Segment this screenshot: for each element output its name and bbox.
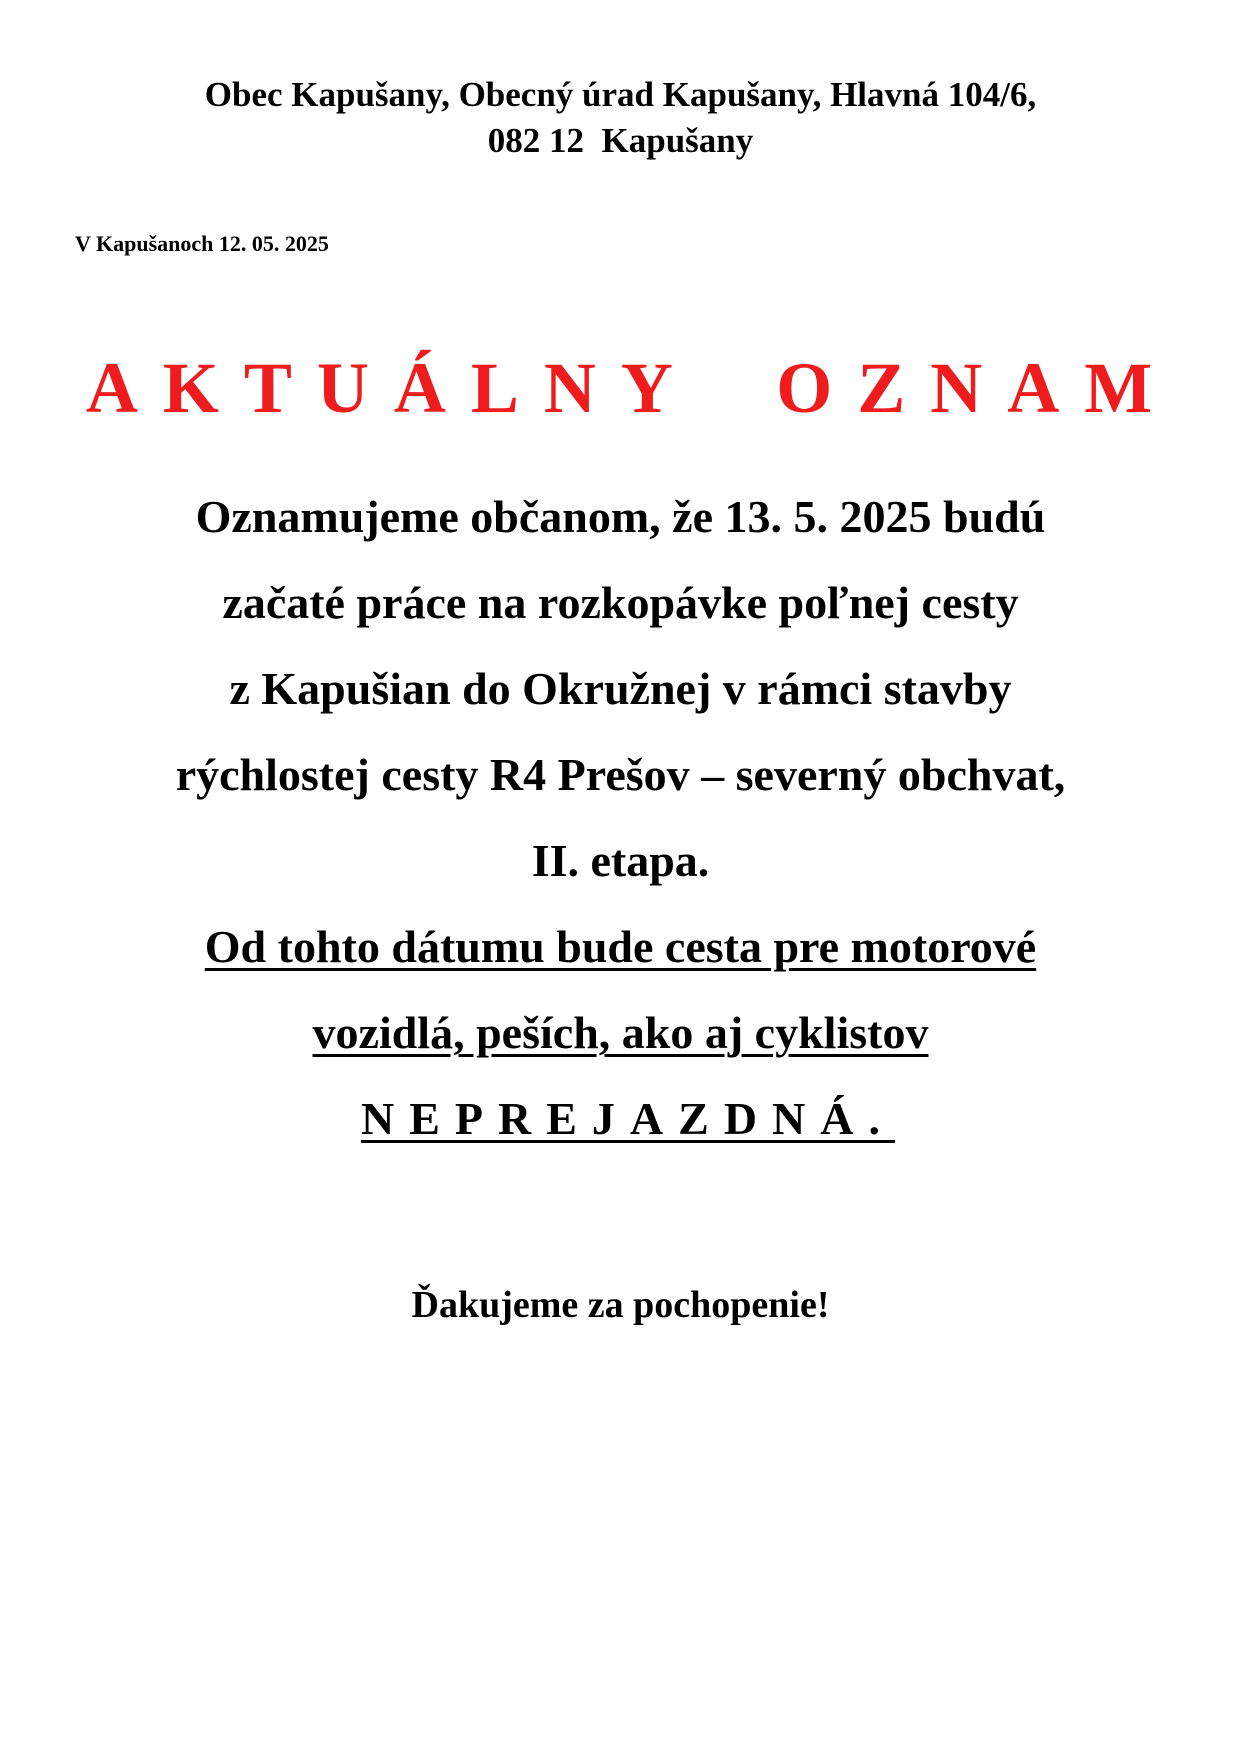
document-date: V Kapušanoch 12. 05. 2025 (75, 231, 329, 256)
notice-line-2: začaté práce na rozkopávke poľnej cesty (222, 577, 1019, 628)
notice-line-5: II. etapa. (531, 835, 710, 886)
notice-title: AKTUÁLNY OZNAM (85, 348, 1178, 428)
municipality-header (0, 72, 1241, 164)
header-address-line-1: Obec Kapušany, Obecný úrad Kapušany, Hlavná 104/6, (204, 75, 1037, 114)
notice-line-4: rýchlostej cesty R4 Prešov – severný obchvat, (175, 749, 1066, 800)
emphasis-line-1: Od tohto dátumu bude cesta pre motorové (204, 921, 1037, 972)
notice-body (0, 474, 1241, 1162)
header-address-line-2: 082 12 Kapušany (487, 121, 754, 160)
emphasis-line-wrap-3 (0, 1076, 1241, 1162)
notice-line-1: Oznamujeme občanom, že 13. 5. 2025 budú (195, 491, 1046, 542)
emphasis-line-2: vozidlá, peších, ako aj cyklistov (312, 1007, 929, 1058)
closing-thanks: Ďakujeme za pochopenie! (411, 1284, 830, 1326)
notice-line-3: z Kapušian do Okružnej v rámci stavby (229, 663, 1012, 714)
emphasis-line-wrap-1 (0, 904, 1241, 990)
impassable-word: NEPREJAZDNÁ. (361, 1093, 895, 1144)
emphasis-line-wrap-2 (0, 990, 1241, 1076)
